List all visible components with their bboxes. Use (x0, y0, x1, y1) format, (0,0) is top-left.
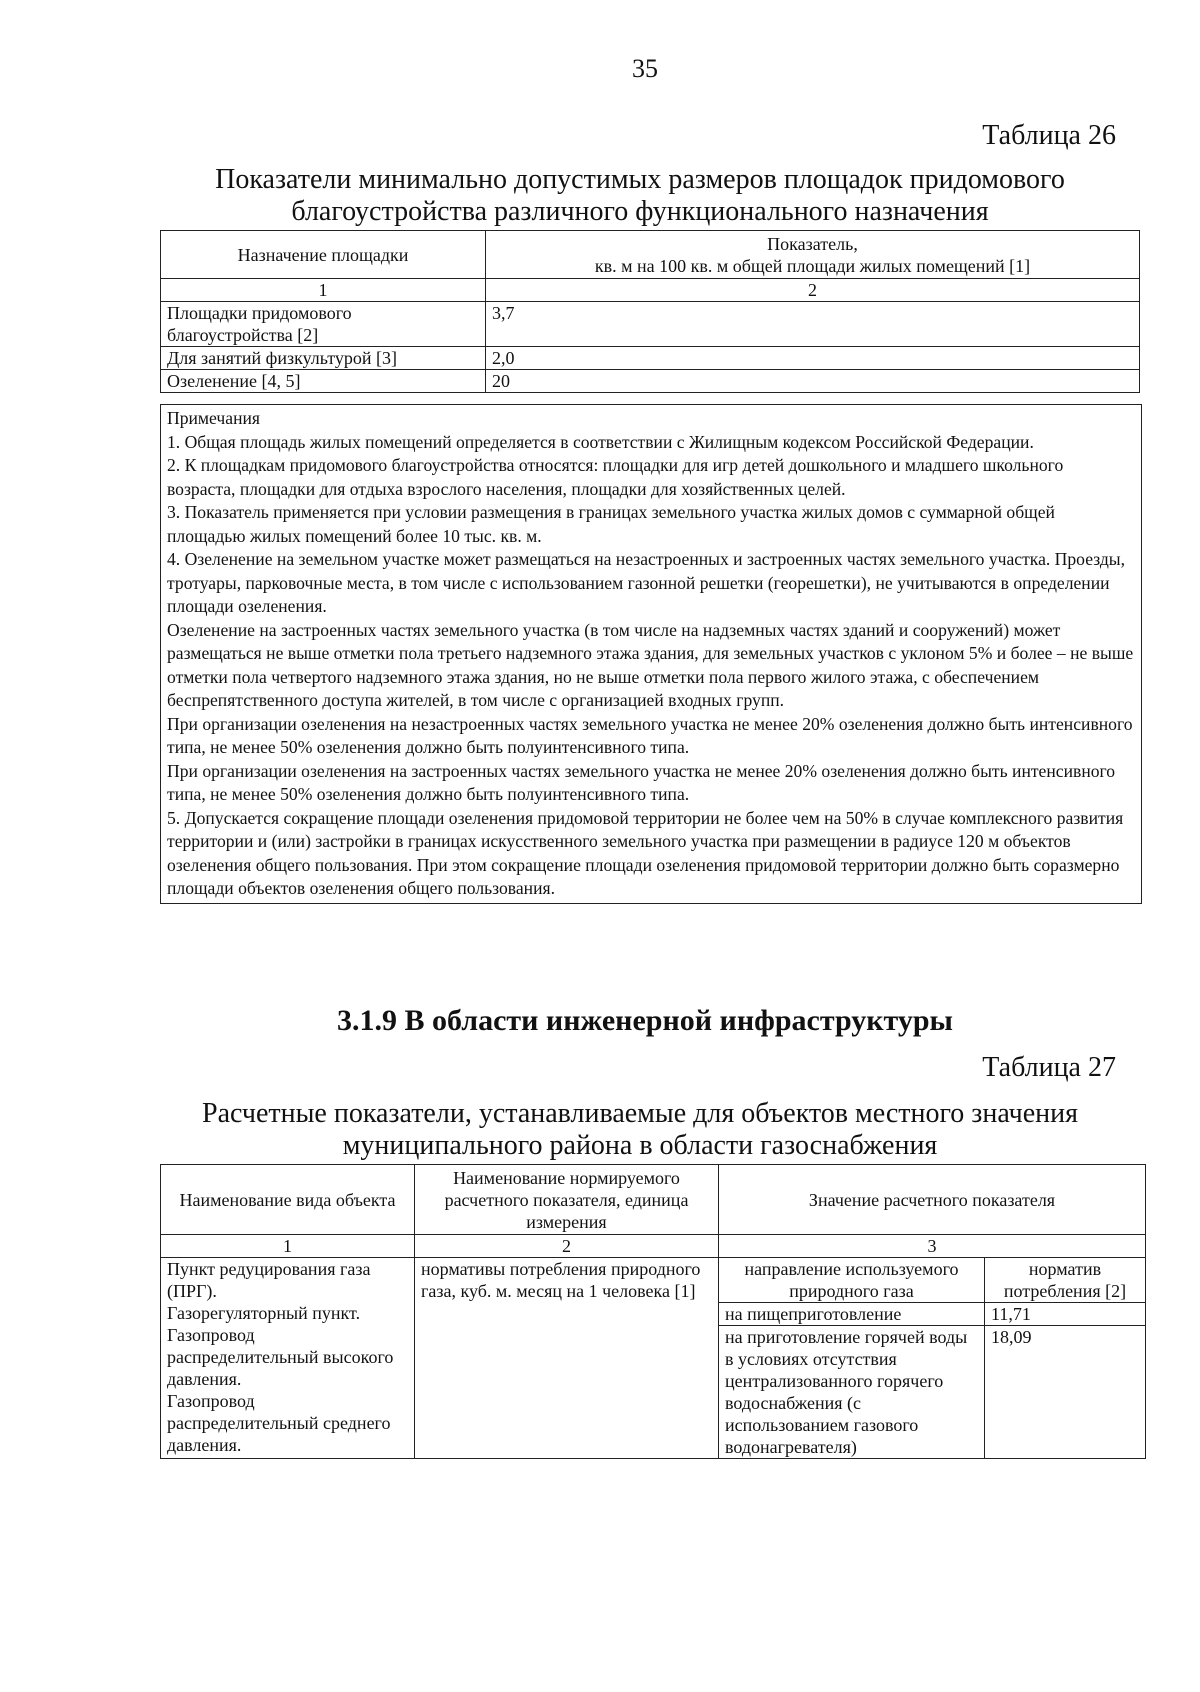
note-item: 3. Показатель применяется при условии размещения в границах земельного участка жилых домов с суммарной общей площадью жилых помещений более 10 тыс. кв. м. (167, 502, 1055, 546)
t26-header-indicator-line2: кв. м на 100 кв. м общей площади жилых помещений [1] (594, 255, 1031, 276)
t26-row-value: 3,7 (486, 302, 1140, 347)
t27-norm: 18,09 (985, 1326, 1146, 1459)
t27-subheader-norm: норматив потребления [2] (985, 1258, 1146, 1303)
note-item: Озеленение на застроенных частях земельного участка (в том числе на надземных частях зданий и сооружений) может размещаться не выше отметки пола третьего надземного этажа здания, для земельных участков с уклоном 5% и более – не выше отметки пола четвертого надземного этажа здания, но не выше отметки пола первого жилого этажа, с обеспечением беспрепятственного доступа жителей, в том числе с организацией входных групп. (167, 619, 1134, 710)
t27-norm: 11,71 (985, 1303, 1146, 1326)
table-row (161, 370, 1140, 393)
table-26-label: Таблица 26 (982, 120, 1116, 151)
table-27-title: Расчетные показатели, устанавливаемые для объектов местного значения муниципального района в области газоснабжения (202, 1098, 1078, 1161)
table-27 (160, 1164, 1146, 1459)
t27-indicator: нормативы потребления природного газа, куб. м. месяц на 1 человека [1] (415, 1258, 719, 1459)
t27-direction: на приготовление горячей воды в условиях отсутствия централизованного горячего водоснабжения (с использованием газового водонагревателя) (719, 1326, 985, 1459)
t27-object-type: Пункт редуцирования газа (ПРГ). Газорегуляторный пункт. Газопровод распределительный высокого давления. Газопровод распределительный среднего давления. (161, 1258, 415, 1459)
t27-header-indicator: Наименование нормируемого расчетного показателя, единица измерения (415, 1165, 719, 1235)
notes-title: Примечания (167, 408, 261, 428)
t27-header-object: Наименование вида объекта (161, 1165, 415, 1235)
t27-col-number: 1 (161, 1235, 415, 1258)
section-heading: 3.1.9 В области инженерной инфраструктуры (337, 1004, 953, 1037)
table-26-notes (160, 404, 1142, 904)
table-26 (160, 230, 1140, 393)
t26-row-value: 20 (486, 370, 1140, 393)
note-item: 1. Общая площадь жилых помещений определяется в соответствии с Жилищным кодексом Российской Федерации. (167, 431, 1034, 452)
t26-col-number: 2 (486, 279, 1140, 302)
note-item: 4. Озеленение на земельном участке может размещаться на незастроенных и застроенных частях земельного участка. Проезды, тротуары, парковочные места, в том числе с использованием газонной решетки (георешетки), не учитываются в определении площади озеленения. (167, 549, 1126, 616)
t26-header-name: Назначение площадки (161, 231, 486, 279)
page-number: 35 (632, 54, 658, 83)
note-item: 2. К площадкам придомового благоустройства относятся: площадки для игр детей дошкольного и младшего школьного возраста, площадки для отдыха взрослого населения, площадки для хозяйственных целей. (167, 455, 1064, 499)
t26-row-name: Для занятий физкультурой [3] (161, 347, 486, 370)
table-row (161, 302, 1140, 347)
t26-header-indicator (486, 231, 1140, 279)
t26-row-name: Площадки придомового благоустройства [2] (161, 302, 486, 347)
t26-row-name: Озеленение [4, 5] (161, 370, 486, 393)
note-item: При организации озеленения на застроенных частях земельного участка не менее 20% озеленения должно быть интенсивного типа, не менее 50% озеленения должно быть полуинтенсивного типа. (167, 760, 1116, 804)
t27-col-number: 3 (719, 1235, 1146, 1258)
t26-header-indicator-line1: Показатель, (767, 233, 858, 254)
t27-header-value: Значение расчетного показателя (719, 1165, 1146, 1235)
note-item: При организации озеленения на незастроенных частях земельного участка не менее 20% озеленения должно быть интенсивного типа, не менее 50% озеленения должно быть полуинтенсивного типа. (167, 713, 1133, 757)
t26-col-number: 1 (161, 279, 486, 302)
t26-row-value: 2,0 (486, 347, 1140, 370)
table-row (161, 347, 1140, 370)
table-27-label: Таблица 27 (982, 1052, 1116, 1083)
table-26-title: Показатели минимально допустимых размеров площадок придомового благоустройства различного функционального назначения (215, 164, 1065, 227)
t27-subheader-direction: направление используемого природного газа (719, 1258, 985, 1303)
note-item: 5. Допускается сокращение площади озеленения придомовой территории не более чем на 50% в случае комплексного развития территории и (или) застройки в границах искусственного земельного участка при размещении в радиусе 120 м объектов озеленения общего пользования. При этом сокращение площади озеленения придомовой территории должно быть соразмерно площади объектов озеленения общего пользования. (167, 807, 1124, 898)
t27-direction: на пищеприготовление (719, 1303, 985, 1326)
t27-col-number: 2 (415, 1235, 719, 1258)
